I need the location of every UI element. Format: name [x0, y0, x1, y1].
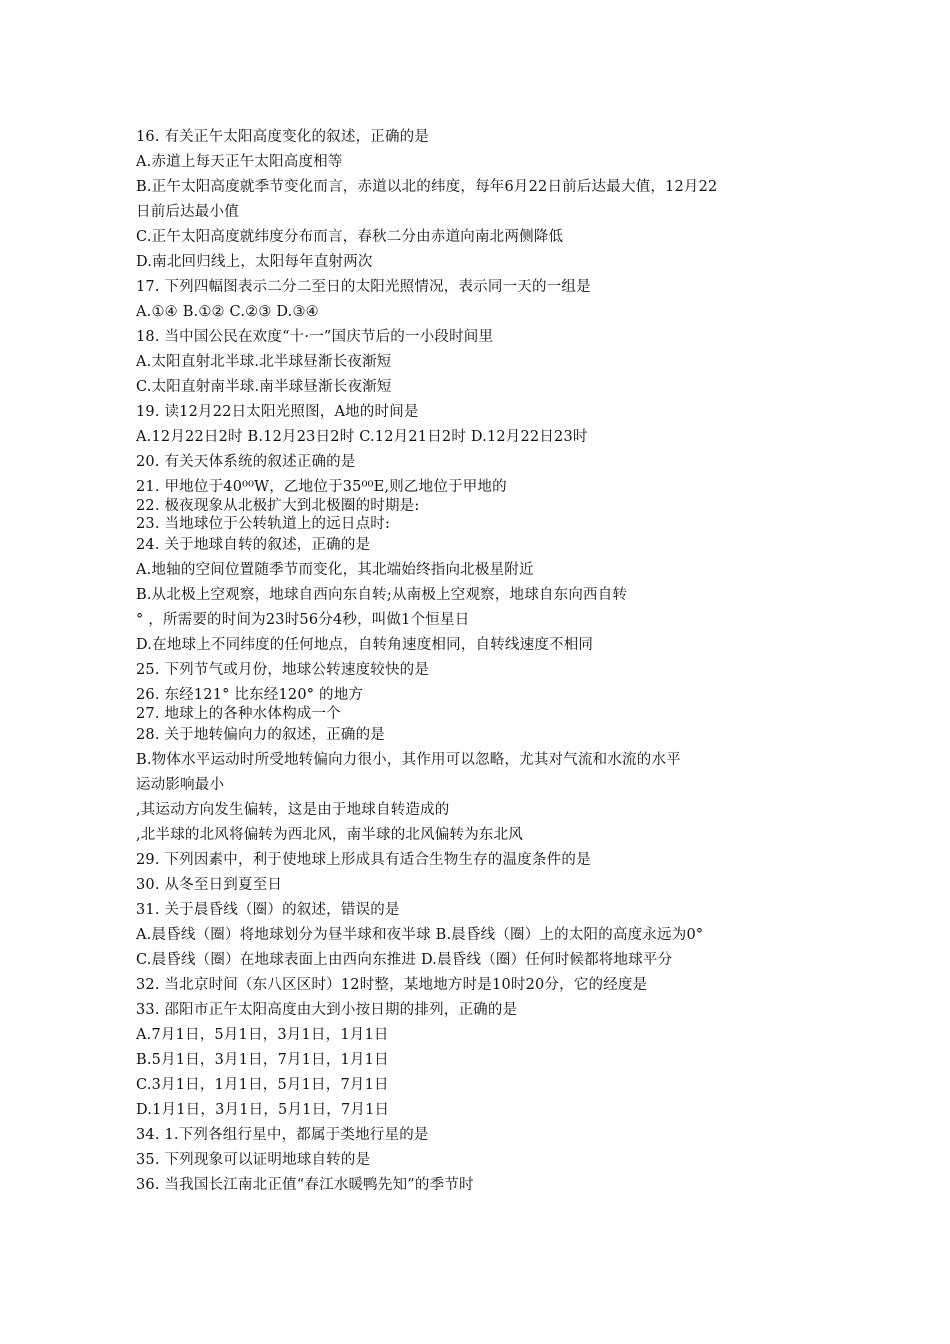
q16-option-b-continued: 日前后达最小值: [136, 204, 239, 220]
q30-stem: 30. 从冬至日到夏至日: [136, 877, 283, 893]
q24-fragment: ° ，所需要的时间为23时56分4秒，叫做1个恒星日: [136, 612, 470, 628]
q19-options: A.12月22日2时 B.12月23日2时 C.12月21日2时 D.12月22日23时: [136, 429, 588, 445]
q21-stem: 21. 甲地位于40⁰⁰W，乙地位于35⁰⁰E,则乙地位于甲地的: [136, 479, 507, 495]
q31-options-cd: C.晨昏线（圈）在地球表面上由西向东推进 D.晨昏线（圈）任何时候都将地球平分: [136, 952, 673, 968]
q32-stem: 32. 当北京时间（东八区区时）12时整，某地地方时是10时20分，它的经度是: [136, 977, 648, 993]
q20-stem: 20. 有关天体系统的叙述正确的是: [136, 454, 356, 470]
q17-options: A.①④ B.①② C.②③ D.③④: [136, 304, 319, 320]
q16-option-a: A.赤道上每天正午太阳高度相等: [136, 154, 343, 170]
q33-option-b: B.5月1日，3月1日，7月1日，1月1日: [136, 1052, 389, 1068]
q28-option-b-continued: 运动影响最小: [136, 777, 225, 793]
q36-stem: 36. 当我国长江南北正值“春江水暖鸭先知”的季节时: [136, 1177, 474, 1193]
q23-stem: 23. 当地球位于公转轨道上的远日点时:: [136, 516, 391, 532]
q17-stem: 17. 下列四幅图表示二分二至日的太阳光照情况，表示同一天的一组是: [136, 279, 591, 295]
q19-stem: 19. 读12月22日太阳光照图，A地的时间是: [136, 404, 419, 420]
q28-fragment-1: ,其运动方向发生偏转，这是由于地球自转造成的: [136, 802, 450, 818]
q35-stem: 35. 下列现象可以证明地球自转的是: [136, 1152, 371, 1168]
q16-option-c: C.正午太阳高度就纬度分布而言，春秋二分由赤道向南北两侧降低: [136, 229, 564, 245]
q31-options-ab: A.晨昏线（圈）将地球划分为昼半球和夜半球 B.晨昏线（圈）上的太阳的高度永远为0°: [136, 927, 704, 943]
q18-option-a: A.太阳直射北半球.北半球昼渐长夜渐短: [136, 354, 392, 370]
q33-option-c: C.3月1日，1月1日，5月1日，7月1日: [136, 1077, 389, 1093]
q28-fragment-2: ,北半球的北风将偏转为西北风，南半球的北风偏转为东北风: [136, 827, 524, 843]
q18-stem: 18. 当中国公民在欢度“十·一”国庆节后的一小段时间里: [136, 329, 494, 345]
q31-stem: 31. 关于晨昏线（圈）的叙述，错误的是: [136, 902, 400, 918]
q28-stem: 28. 关于地转偏向力的叙述，正确的是: [136, 727, 385, 743]
q33-option-d: D.1月1日，3月1日，5月1日，7月1日: [136, 1102, 390, 1118]
q33-option-a: A.7月1日，5月1日，3月1日，1月1日: [136, 1027, 389, 1043]
q24-stem: 24. 关于地球自转的叙述，正确的是: [136, 537, 371, 553]
q28-option-b: B.物体水平运动时所受地转偏向力很小，其作用可以忽略，尤其对气流和水流的水平: [136, 752, 681, 768]
q16-option-b: B.正午太阳高度就季节变化而言，赤道以北的纬度，每年6月22日前后达最大值，12月22: [136, 179, 718, 195]
q24-option-d: D.在地球上不同纬度的任何地点，自转角速度相同，自转线速度不相同: [136, 637, 594, 653]
q16-option-d: D.南北回归线上，太阳每年直射两次: [136, 254, 373, 270]
q26-stem: 26. 东经121° 比东经120° 的地方: [136, 687, 364, 703]
q24-option-a: A.地轴的空间位置随季节而变化，其北端始终指向北极星附近: [136, 562, 534, 578]
q22-stem: 22. 极夜现象从北极扩大到北极圈的时期是:: [136, 498, 420, 514]
q34-stem: 34. 1.下列各组行星中，都属于类地行星的是: [136, 1127, 429, 1143]
q18-option-c: C.太阳直射南半球.南半球昼渐长夜渐短: [136, 379, 392, 395]
q29-stem: 29. 下列因素中，利于使地球上形成具有适合生物生存的温度条件的是: [136, 852, 591, 868]
q16-stem: 16. 有关正午太阳高度变化的叙述，正确的是: [136, 129, 430, 145]
q25-stem: 25. 下列节气或月份，地球公转速度较快的是: [136, 662, 430, 678]
q33-stem: 33. 邵阳市正午太阳高度由大到小按日期的排列，正确的是: [136, 1002, 518, 1018]
q24-option-b: B.从北极上空观察，地球自西向东自转;从南极上空观察，地球自东向西自转: [136, 587, 628, 603]
q27-stem: 27. 地球上的各种水体构成一个: [136, 706, 341, 722]
